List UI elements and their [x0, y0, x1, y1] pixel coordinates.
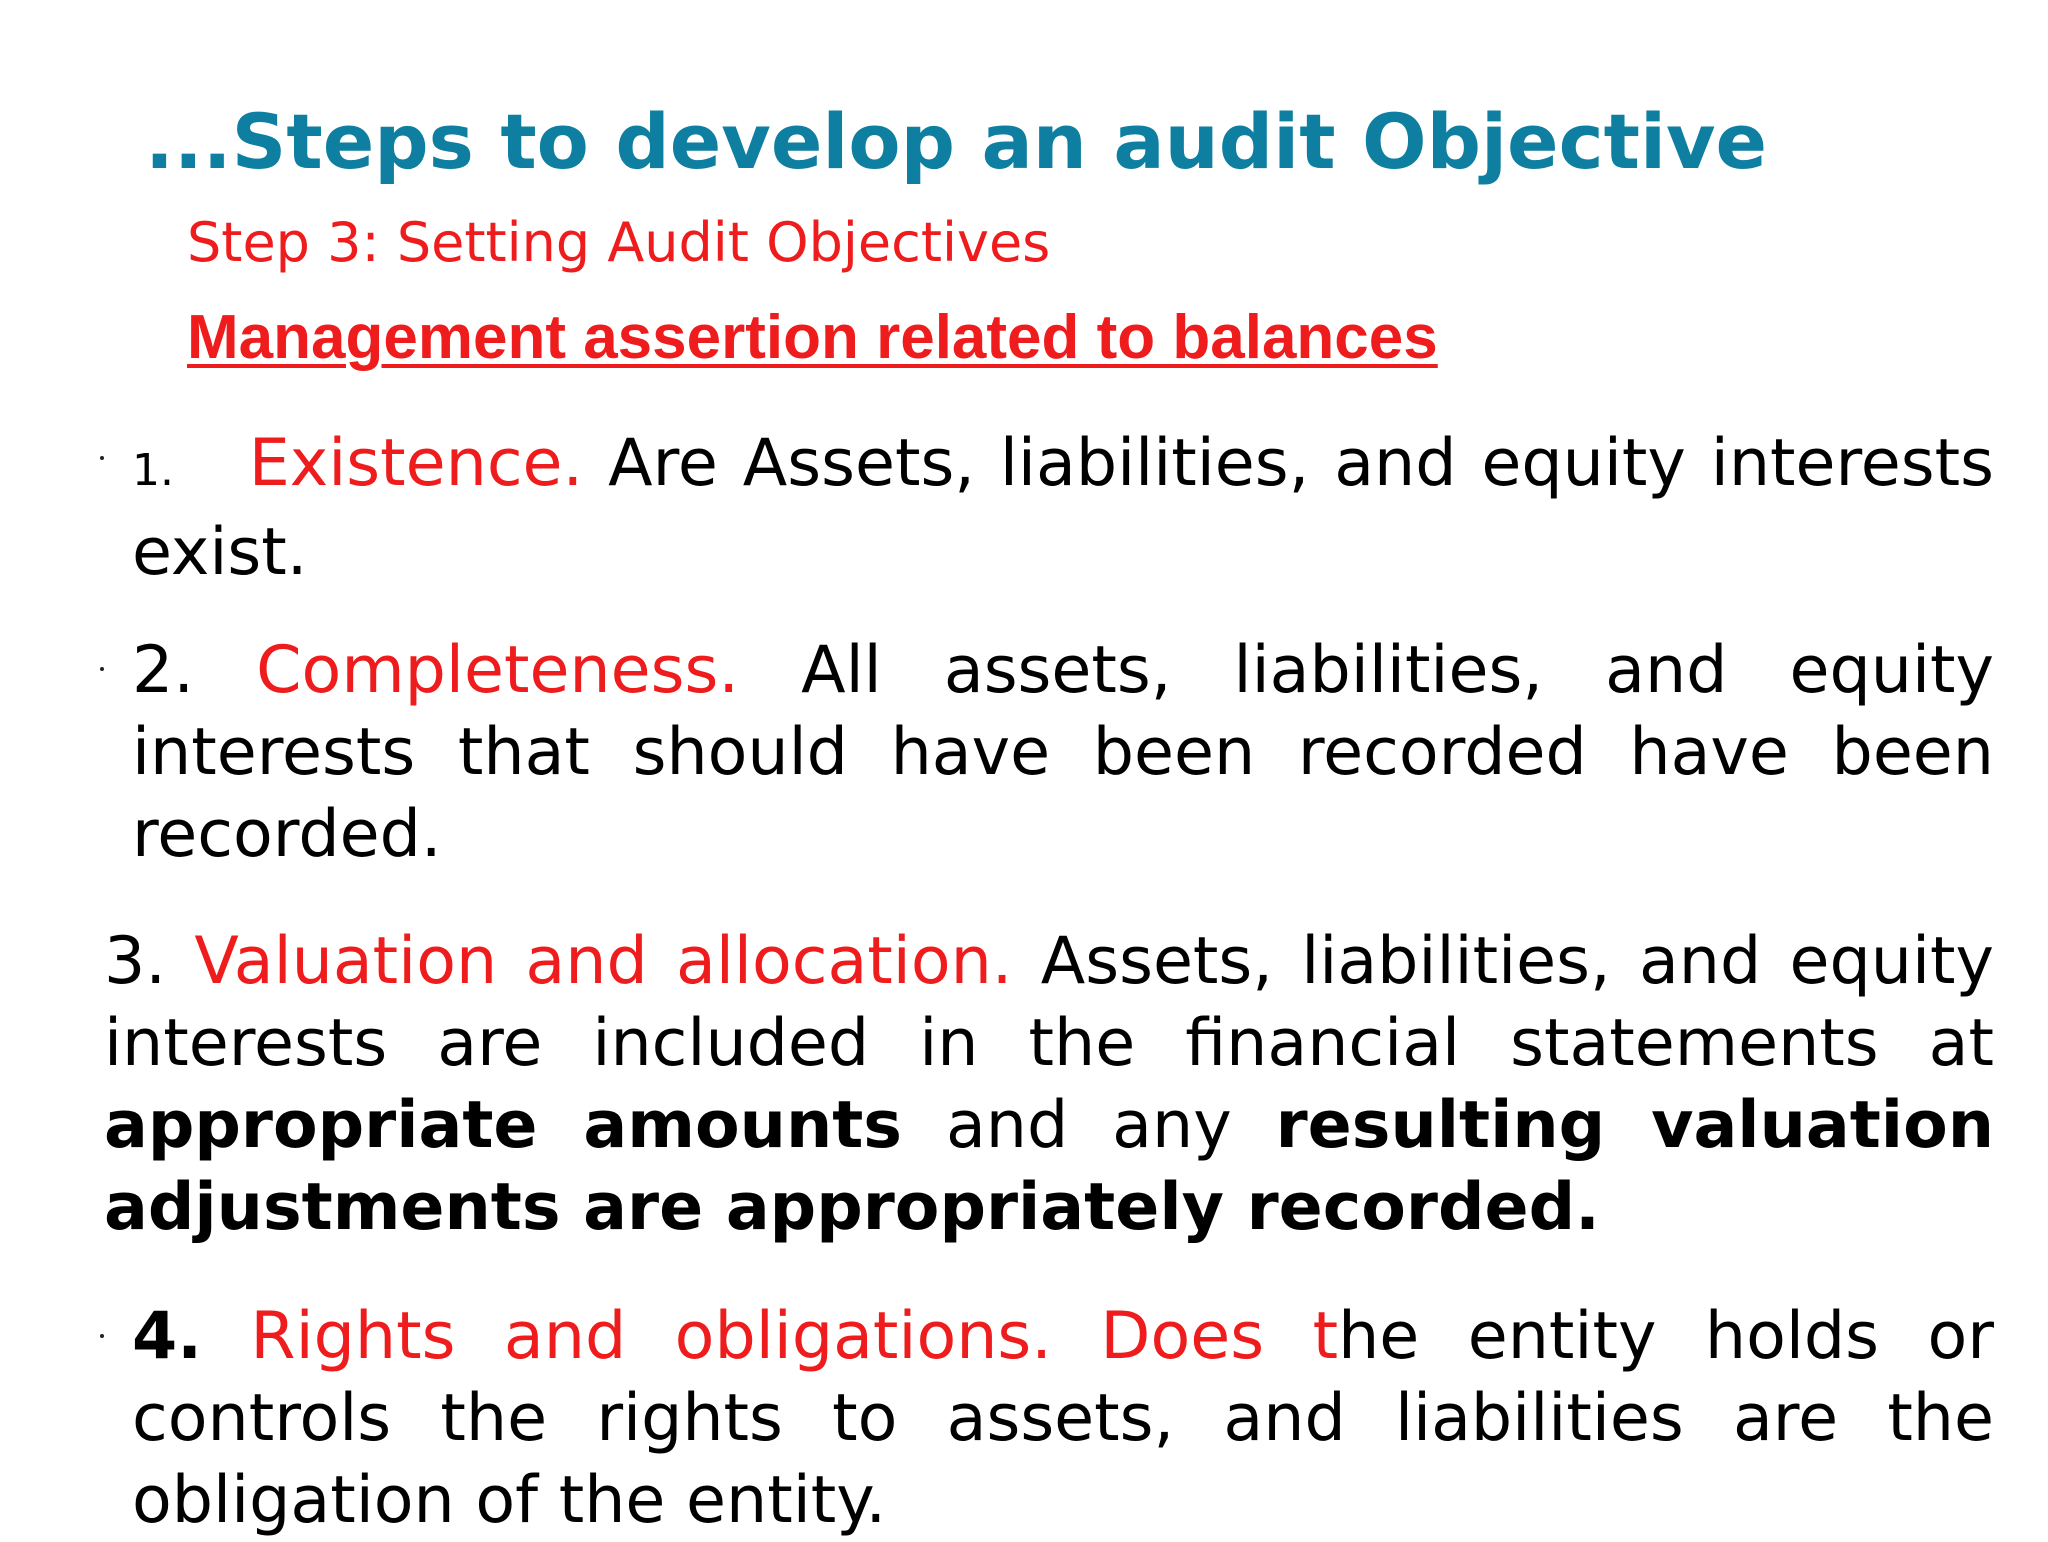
section-heading: Management assertion related to balances: [187, 303, 1438, 372]
assertion-description: All assets, liabilities, and equity interests that should have been recorded have been recorded.: [132, 633, 1994, 872]
title-text: Steps to develop an audit Objective: [231, 97, 1768, 186]
assertion-description: he entity holds or controls the rights to assets, and liabilities are the obligation of the entity.: [132, 1299, 1994, 1538]
assertion-description: Assets, liabilities, and equity interests are included in the financial statements at: [104, 924, 1994, 1081]
assertion-bold-phrase: resulting valuation adjustments are appropriately recorded.: [104, 1088, 1995, 1245]
slide-title: [145, 92, 1767, 192]
bullet-dot: [100, 667, 104, 671]
assertion-description: Are Assets, liabilities, and equity interests exist.: [132, 426, 1994, 590]
bullet-dot: [100, 1334, 104, 1338]
assertion-number: 1.: [132, 445, 174, 496]
assertion-rights: [132, 1296, 1994, 1542]
title-prefix: ...: [145, 97, 232, 186]
assertion-number: 2.: [132, 633, 195, 708]
assertion-term: Rights and obligations. Does t: [250, 1299, 1339, 1374]
assertion-number: 3.: [104, 924, 167, 999]
assertion-term: Valuation and allocation.: [194, 924, 1013, 999]
assertion-existence: [132, 423, 1994, 594]
assertion-valuation: [104, 921, 1994, 1249]
assertion-bold-phrase: appropriate amounts: [104, 1088, 902, 1163]
assertion-term: Existence.: [248, 426, 584, 501]
assertion-description-middle: and any: [945, 1088, 1232, 1163]
assertion-number: 4.: [132, 1299, 202, 1374]
step-heading: Step 3: Setting Audit Objectives: [187, 211, 1051, 274]
assertion-term: Completeness.: [256, 633, 740, 708]
bullet-dot: [100, 456, 104, 460]
assertion-completeness: [132, 630, 1994, 876]
